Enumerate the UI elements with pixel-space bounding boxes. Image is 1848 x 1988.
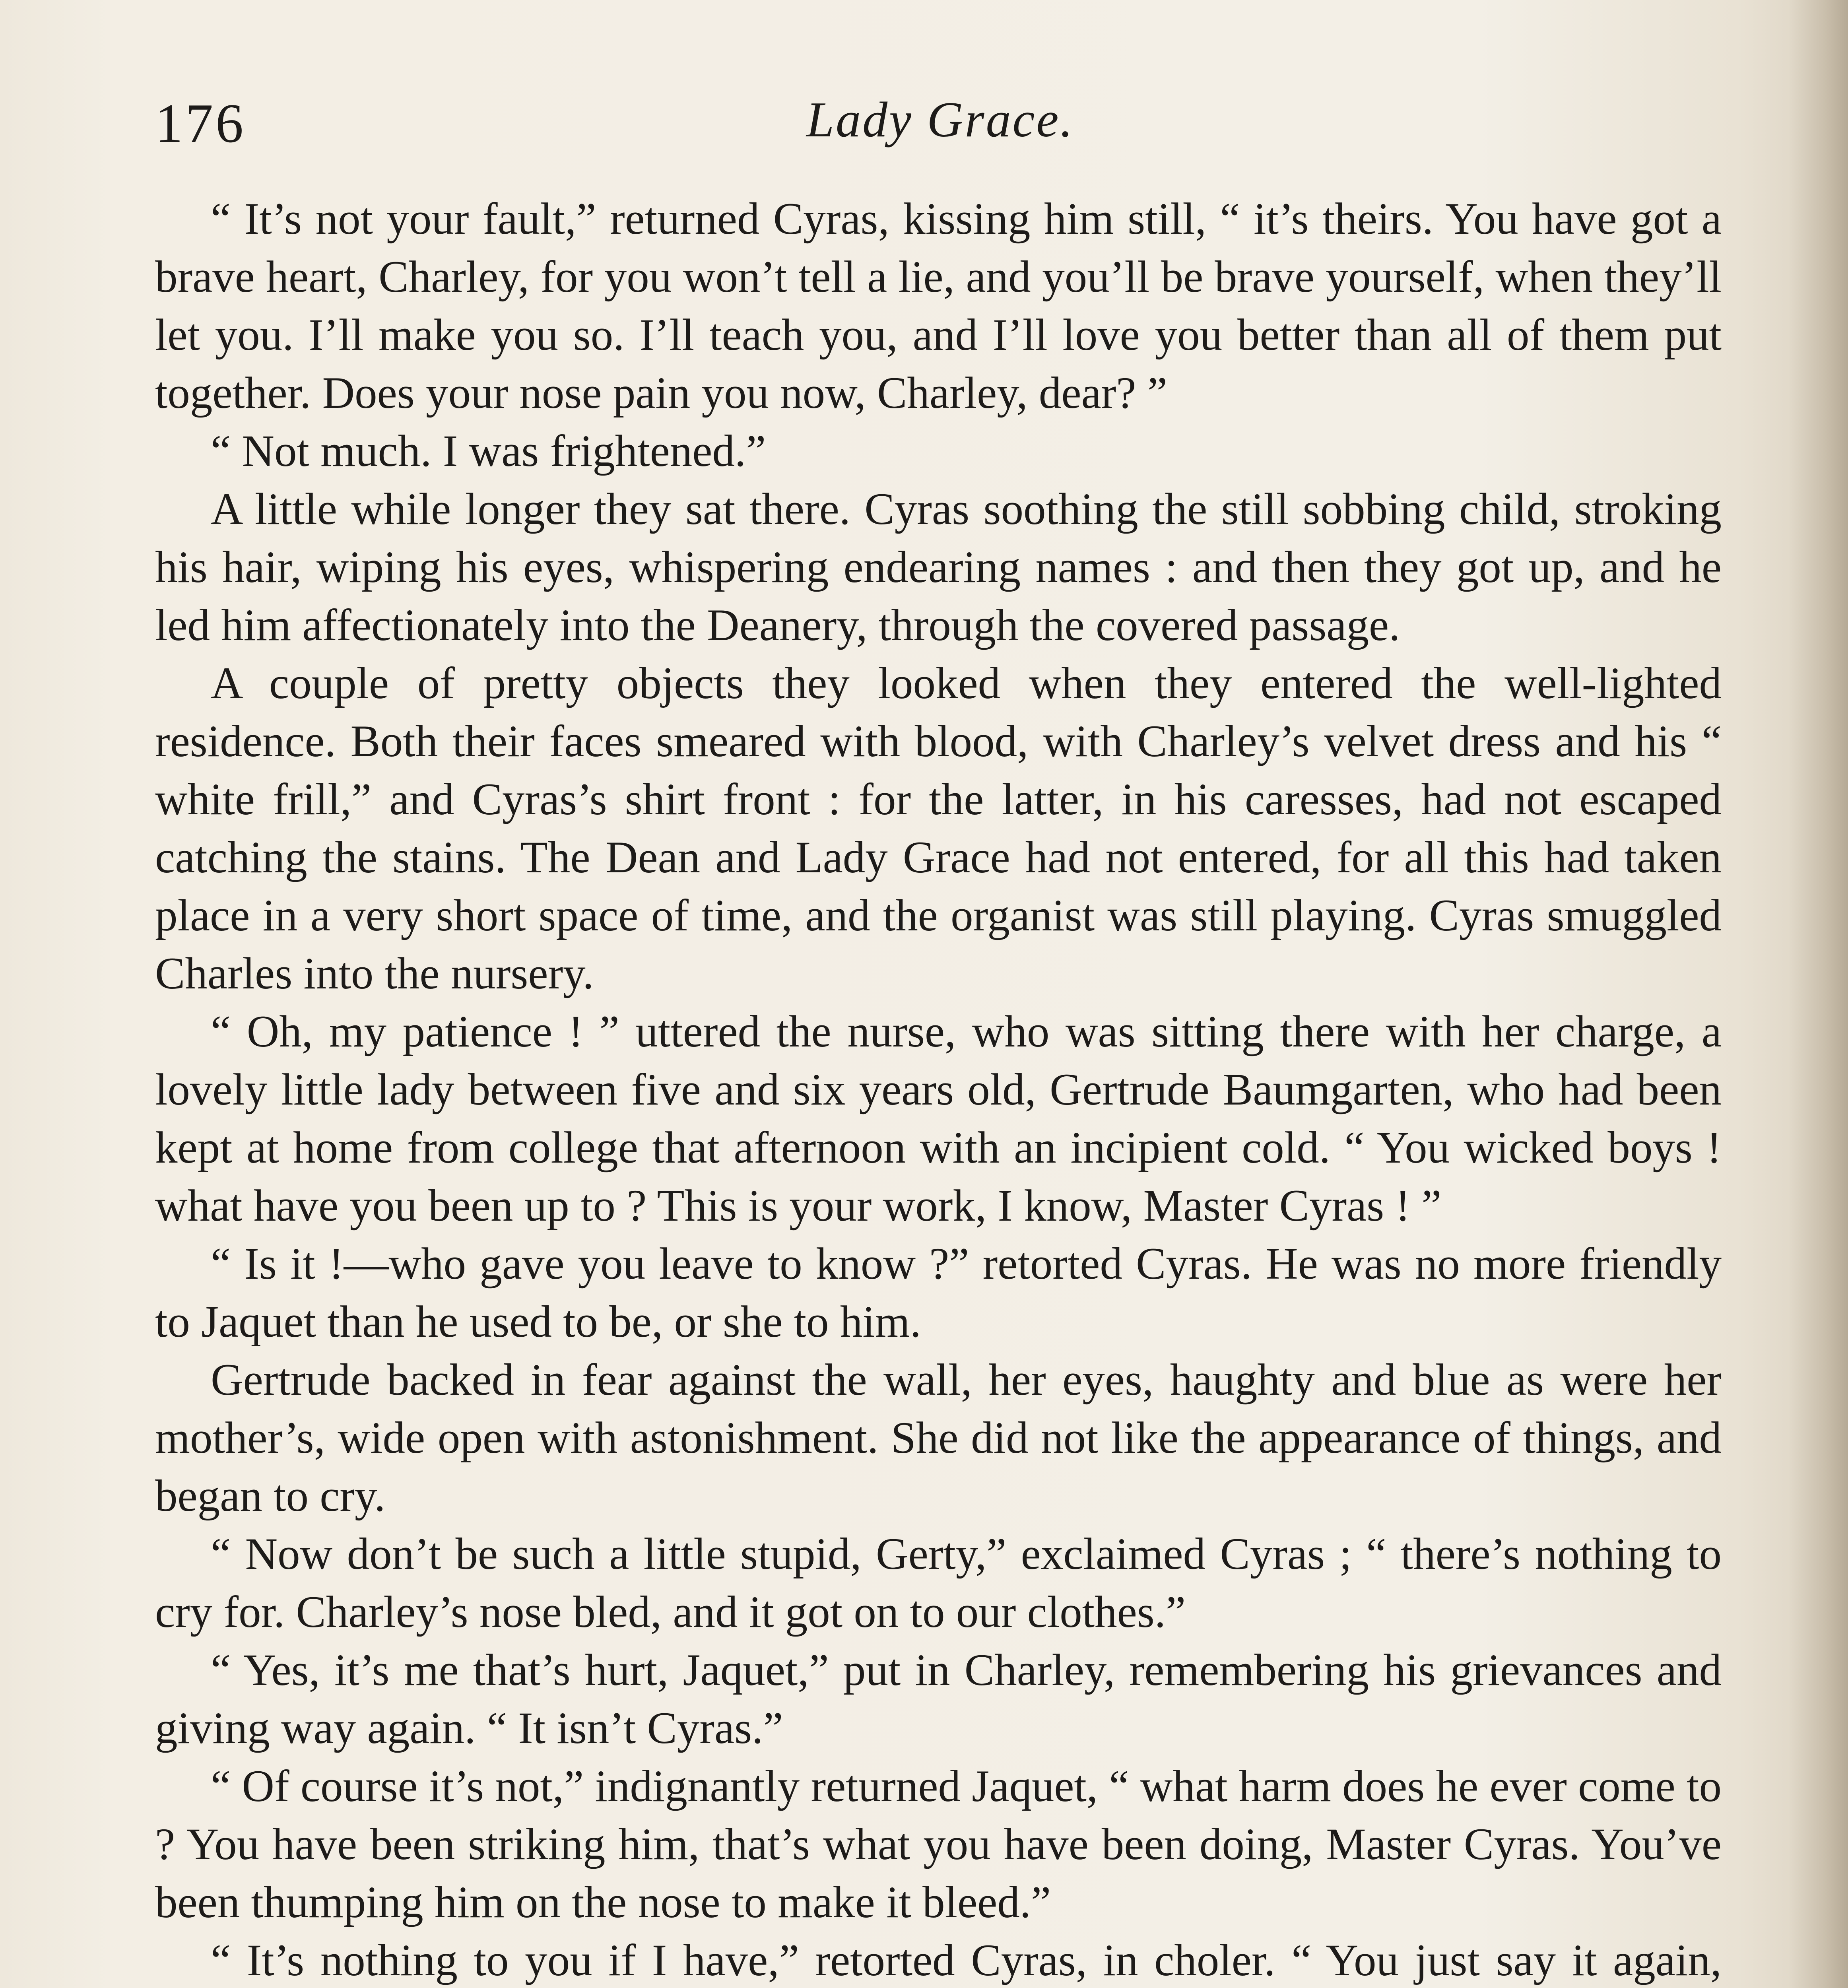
- paragraph: “ Of course it’s not,” indignantly returned Jaquet, “ what harm does he ever come to ? You have been striking him, that’s what you have been doing, Master Cyras. You’ve been thumping him on the nose to make it bleed.”: [155, 1761, 1722, 1927]
- paragraph: “ Now don’t be such a little stupid, Gerty,” exclaimed Cyras ; “ there’s nothing to cry for. Charley’s nose bled, and it got on to our clothes.”: [155, 1529, 1722, 1637]
- running-title: Lady Grace.: [806, 92, 1074, 148]
- paragraph: “ Not much. I was frightened.”: [211, 426, 766, 476]
- page-number: 176: [155, 93, 246, 154]
- paragraph: “ Yes, it’s me that’s hurt, Jaquet,” put in Charley, remembering his grievances and giving way again. “ It isn’t Cyras.”: [155, 1645, 1722, 1753]
- paragraph: “ Is it !—who gave you leave to know ?” retorted Cyras. He was no more friendly to Jaquet than he used to be, or she to him.: [155, 1239, 1722, 1347]
- paragraph: “ Oh, my patience ! ” uttered the nurse, who was sitting there with her charge, a lovely little lady between five and six years old, Gertrude Baumgarten, who had been kept at home from college that afternoon with an incipient cold. “ You wicked boys ! what have you been up to ? This is your work, I know, Master Cyras ! ”: [155, 1007, 1722, 1231]
- paragraph: “ It’s nothing to you if I have,” retorted Cyras, in choler. “ You just say it again,: [211, 1936, 1722, 1985]
- body-text: [155, 190, 1722, 1988]
- paragraph: A couple of pretty objects they looked when they entered the well-lighted residence. Both their faces smeared with blood, with Charley’s velvet dress and his “ white frill,” and Cyras’s shirt front : for the latter, in his caresses, had not escaped catching the stains. The Dean and Lady Grace had not entered, for all this had taken place in a very short space of time, and the organist was still playing. Cyras smuggled Charles into the nursery.: [155, 658, 1722, 998]
- page-edge-shadow: [1788, 0, 1848, 1988]
- page-header: [155, 80, 1726, 159]
- paragraph: “ It’s not your fault,” returned Cyras, kissing him still, “ it’s theirs. You have got a brave heart, Charley, for you won’t tell a lie, and you’ll be brave yourself, when they’ll let you. I’ll make you so. I’ll teach you, and I’ll love you better than all of them put together. Does your nose pain you now, Charley, dear? ”: [155, 194, 1722, 418]
- paragraph: Gertrude backed in fear against the wall, her eyes, haughty and blue as were her mother’s, wide open with astonishment. She did not like the appearance of things, and began to cry.: [155, 1355, 1722, 1521]
- paragraph: A little while longer they sat there. Cyras soothing the still sobbing child, stroking his hair, wiping his eyes, whispering endearing names : and then they got up, and he led him affectionately into the Deanery, through the covered passage.: [155, 484, 1722, 650]
